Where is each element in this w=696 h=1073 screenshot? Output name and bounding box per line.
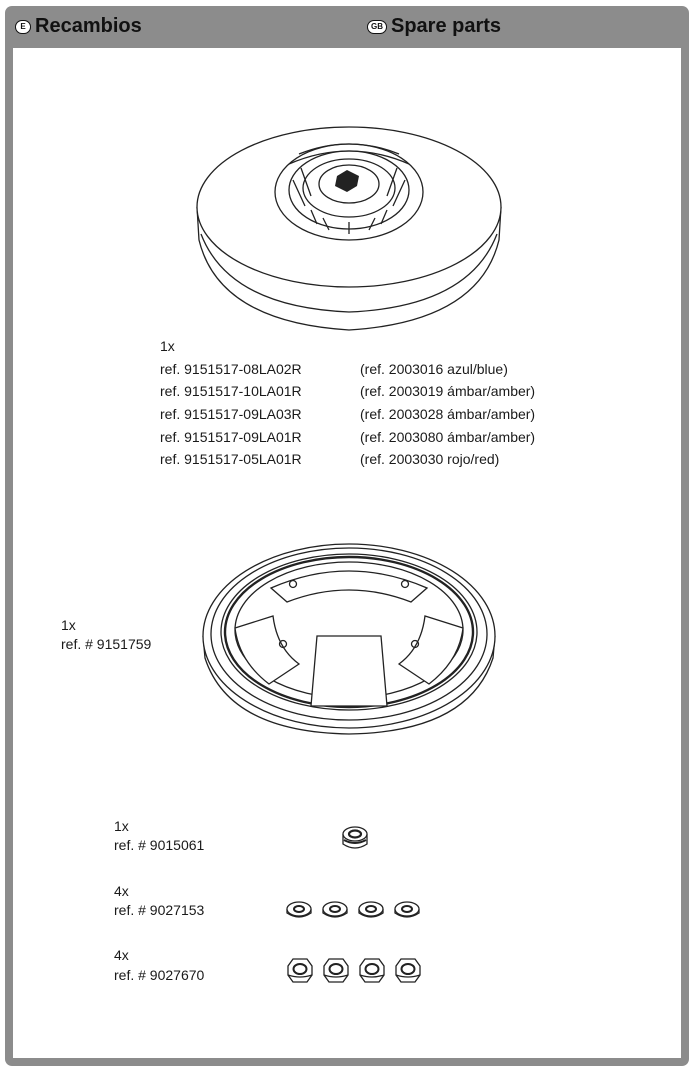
part-1-ref-note: (ref. 2003019 ámbar/amber) — [360, 383, 536, 399]
part-1-ref-note: (ref. 2003030 rojo/red) — [360, 451, 500, 467]
part-1-qty: 1x — [160, 338, 175, 354]
part-1-ref-note: (ref. 2003028 ámbar/amber) — [360, 406, 536, 422]
part-1-ref-code: ref. 9151517-05LA01R — [160, 451, 302, 467]
header-title-es: Recambios — [35, 15, 142, 37]
page-frame — [5, 6, 689, 1066]
part-1-ref-code: ref. 9151517-08LA02R — [160, 361, 302, 377]
part-2-ref: ref. # 9151759 — [61, 636, 152, 652]
grommet-icon — [341, 824, 369, 854]
part-1-ref-code: ref. 9151517-09LA01R — [160, 429, 302, 445]
lamp-dome-icon — [189, 122, 509, 334]
header-bar — [5, 6, 689, 46]
part-3-qty: 1x — [114, 818, 129, 834]
part-1-ref-code: ref. 9151517-09LA03R — [160, 406, 302, 422]
content-panel — [13, 48, 681, 1058]
part-4-ref: ref. # 9027153 — [114, 902, 205, 918]
part-5-ref: ref. # 9027670 — [114, 967, 205, 983]
part-3-ref: ref. # 9015061 — [114, 837, 205, 853]
washer-icon — [285, 900, 421, 922]
part-2-qty: 1x — [61, 617, 76, 633]
part-1-ref-note: (ref. 2003016 azul/blue) — [360, 361, 508, 377]
part-1-ref-code: ref. 9151517-10LA01R — [160, 383, 302, 399]
language-badge-es: E — [15, 20, 31, 34]
header-english — [367, 15, 501, 38]
part-1-ref-note: (ref. 2003080 ámbar/amber) — [360, 429, 536, 445]
header-title-gb: Spare parts — [391, 15, 502, 37]
part-4-qty: 4x — [114, 883, 129, 899]
language-badge-gb: GB — [367, 20, 387, 34]
header-spanish — [15, 15, 142, 38]
lamp-base-ring-icon — [199, 536, 499, 736]
hex-nut-icon — [285, 956, 425, 986]
part-5-qty: 4x — [114, 947, 129, 963]
